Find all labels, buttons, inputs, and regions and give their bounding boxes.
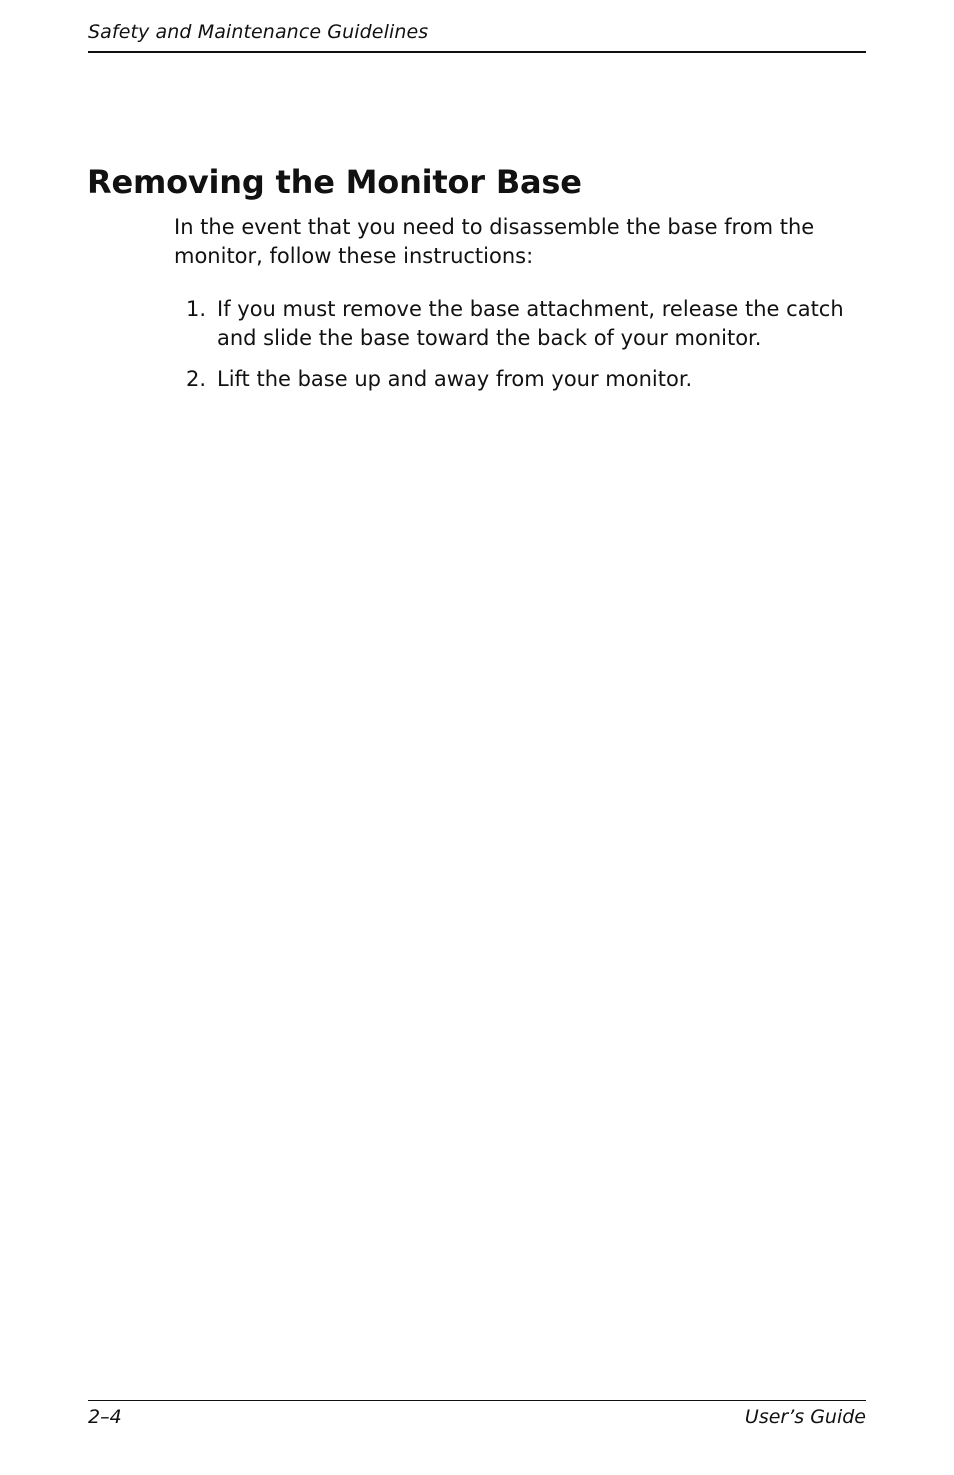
step-item xyxy=(174,365,874,394)
step-text: If you must remove the base attachment, release the catch and slide the base toward the back of your monitor. xyxy=(217,297,844,350)
running-header xyxy=(88,19,866,53)
page-number: 2–4 xyxy=(88,1406,122,1428)
guide-name: User’s Guide xyxy=(744,1406,866,1428)
step-item xyxy=(174,295,874,353)
running-footer xyxy=(88,1400,866,1433)
step-text: Lift the base up and away from your monitor. xyxy=(217,367,693,391)
step-number: 1. xyxy=(186,297,207,321)
page-title: Removing the Monitor Base xyxy=(87,163,582,201)
instruction-steps xyxy=(174,295,874,406)
header-section-title: Safety and Maintenance Guidelines xyxy=(88,21,429,43)
intro-paragraph: In the event that you need to disassemble the base from the monitor, follow these instructions: xyxy=(174,215,815,268)
step-number: 2. xyxy=(186,367,207,391)
